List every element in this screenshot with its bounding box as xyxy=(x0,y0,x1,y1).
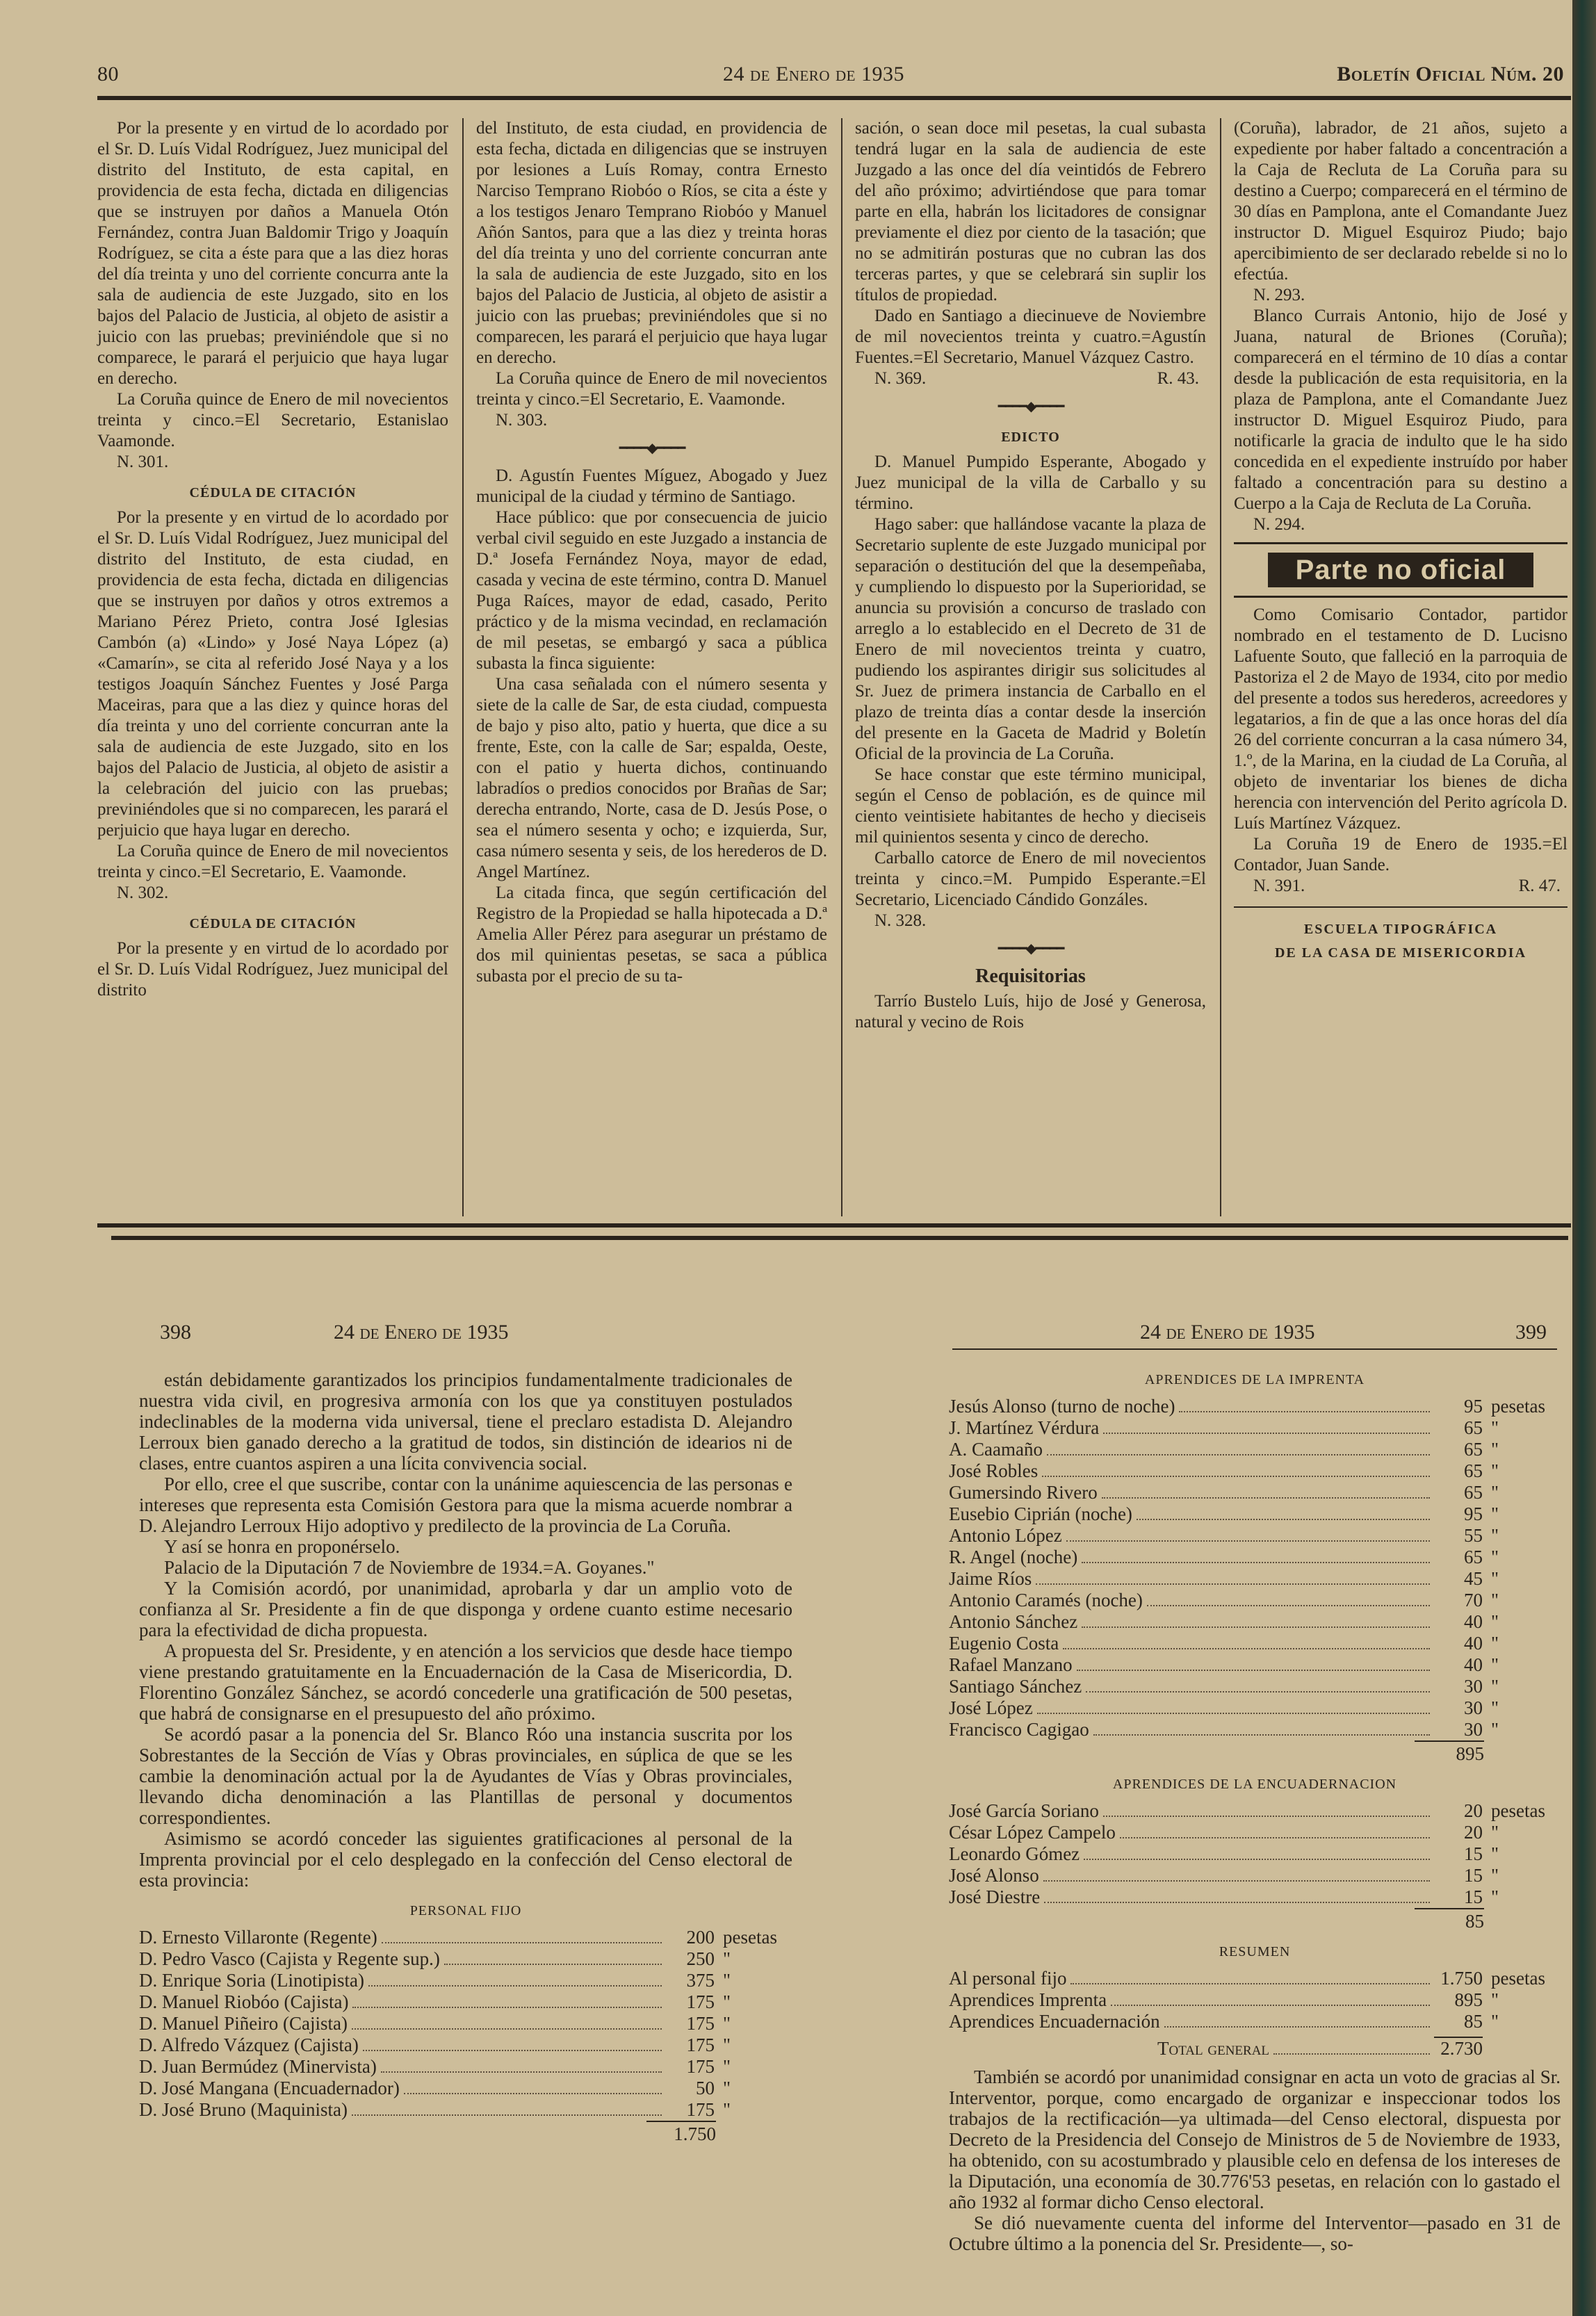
row-amount: 15 xyxy=(1464,1843,1483,1864)
grand-total-row xyxy=(949,2037,1561,2060)
column-divider xyxy=(841,118,842,1216)
row-amount: 95 xyxy=(1464,1503,1483,1524)
row-amount: 15 xyxy=(1464,1886,1483,1907)
row-name: Jaime Ríos xyxy=(949,1568,1032,1589)
list-row xyxy=(949,1989,1561,2011)
column-3 xyxy=(855,118,1206,1033)
paragraph: (Coruña), labrador, de 21 años, sujeto a expediente por haber faltado a concentración a la Caja de Recluta de La Coruña para su destino a Cuerpo; comparecerá en el término de 30 días en Pamplona, ante el Comandante Juez instructor D. Miguel Esquiroz Piudo; bajo apercibimiento de ser declarado rebelde si no lo efectúa. xyxy=(1234,119,1568,284)
ref-number: R. 43. xyxy=(1157,369,1199,388)
leader-dots xyxy=(1063,1648,1430,1649)
row-name: José Robles xyxy=(949,1460,1039,1481)
paragraph: Se dió nuevamente cuenta del informe del Interventor—pasado en 31 de Octubre último a la ponencia del Sr. Presidente—, so- xyxy=(949,2212,1561,2254)
leader-dots xyxy=(352,2114,662,2116)
row-name: J. Martínez Vérdura xyxy=(949,1417,1100,1438)
divider xyxy=(1234,906,1568,908)
list-heading: APRENDICES DE LA ENCUADERNACION xyxy=(1112,1777,1397,1792)
row-amount: 200 xyxy=(686,1927,715,1948)
personal-fijo-list xyxy=(139,1927,792,2121)
paragraph: están debidamente garantizados los principios fundamentalmente tradicionales de nuestra vida civil, en progresiva armonía con los que ya constituyen postulados indeclinables de la moderna vida universal, tiene el preclaro estadista D. Alejandro Lerroux bien ganado derecho a la gratitud de todos, sin distinción de idearios ni de clases, entre cuantos aspiren a una lícita convivencia social. xyxy=(139,1369,792,1474)
list-row xyxy=(949,1654,1561,1676)
paragraph: Asimismo se acordó conceder las siguientes gratificaciones al personal de la Imprenta provincial por el celo desplegado en la confección del Censo electoral de esta provincia: xyxy=(139,1828,792,1891)
leader-dots xyxy=(1082,1562,1430,1563)
leader-dots xyxy=(1164,2026,1430,2028)
leader-dots xyxy=(1084,1859,1430,1860)
header-date: 24 de Enero de 1935 xyxy=(334,1321,509,1344)
row-unit: " xyxy=(1491,1590,1499,1610)
row-name: Eusebio Ciprián (noche) xyxy=(949,1503,1132,1524)
row-unit: " xyxy=(1491,1676,1499,1697)
row-amount: 30 xyxy=(1464,1719,1483,1740)
row-name: Gumersindo Rivero xyxy=(949,1482,1098,1503)
paragraph: Y así se honra en proponérselo. xyxy=(164,1536,400,1557)
leader-dots xyxy=(1036,1583,1430,1585)
paragraph: La Coruña quince de Enero de mil novecientos treinta y cinco.=El Secretario, E. Vaamonde. xyxy=(476,369,827,409)
row-name: Santiago Sánchez xyxy=(949,1676,1082,1697)
list-row xyxy=(949,1525,1561,1547)
row-unit: " xyxy=(1491,1697,1499,1718)
list-row xyxy=(949,1865,1561,1886)
row-amount: 175 xyxy=(686,2034,715,2055)
row-amount: 65 xyxy=(1464,1460,1483,1481)
row-unit: " xyxy=(723,1991,731,2012)
row-amount: 20 xyxy=(1464,1800,1483,1821)
page-edge xyxy=(1572,0,1596,2316)
row-unit: " xyxy=(723,2056,731,2077)
leader-dots xyxy=(1102,1497,1430,1499)
row-unit: " xyxy=(1491,1460,1499,1481)
notice-number: N. 301. xyxy=(117,452,169,471)
section-heading: EDICTO xyxy=(1001,430,1060,445)
row-name: D. Pedro Vasco (Cajista y Regente sup.) xyxy=(139,1948,440,1969)
leader-dots xyxy=(1086,1691,1430,1693)
paragraph: La citada finca, que según certificación del Registro de la Propiedad se halla hipotecada a D.ª Amelia Aller Pérez para asegurar un préstamo de dos mil quinientas pesetas, se saca a pública subasta por el precio de su ta- xyxy=(476,883,827,986)
row-amount: 250 xyxy=(686,1948,715,1969)
row-name: José Alonso xyxy=(949,1865,1039,1886)
leader-dots xyxy=(352,2007,662,2008)
section-heading: CÉDULA DE CITACIÓN xyxy=(189,485,357,500)
row-amount: 175 xyxy=(686,2013,715,2034)
ornament-divider: ━━━━◆━━━━ xyxy=(997,941,1064,956)
right-column xyxy=(949,1369,1561,2254)
printer-imprint: ESCUELA TIPOGRÁFICA xyxy=(1303,922,1498,937)
ornament-divider: ━━━━◆━━━━ xyxy=(997,399,1064,414)
fold-rule xyxy=(111,1236,1568,1240)
leader-dots xyxy=(1137,1519,1430,1520)
column-divider xyxy=(1220,118,1221,1216)
list-row xyxy=(139,1970,792,1991)
row-amount: 175 xyxy=(686,1991,715,2012)
row-amount: 1.750 xyxy=(1440,1968,1483,1989)
paragraph: Carballo catorce de Enero de mil novecientos treinta y cinco.=M. Pumpido Esperante.=El Secretario, Licenciado Cándido Gonzáles. xyxy=(855,849,1206,909)
row-unit: pesetas xyxy=(723,1927,777,1948)
list-row xyxy=(949,1417,1561,1439)
paragraph: Dado en Santiago a diecinueve de Noviembre de mil novecientos treinta y cuatro.=Agustín Fuentes.=El Secretario, Manuel Vázquez Castro. xyxy=(855,307,1206,367)
footer-rule xyxy=(97,1223,1571,1228)
notice-number: N. 369. xyxy=(874,369,927,388)
page-number: 80 xyxy=(97,63,119,85)
list-row xyxy=(949,1439,1561,1460)
row-unit: " xyxy=(723,2099,731,2120)
list-row xyxy=(949,1968,1561,1989)
list-row xyxy=(949,1843,1561,1865)
list-row xyxy=(949,1719,1561,1740)
printer-imprint: DE LA CASA DE MISERICORDIA xyxy=(1274,945,1527,961)
row-amount: 65 xyxy=(1464,1417,1483,1438)
list-row xyxy=(139,2013,792,2034)
row-unit: " xyxy=(1491,1822,1499,1843)
row-unit: " xyxy=(723,1948,731,1969)
row-name: Al personal fijo xyxy=(949,1968,1067,1989)
leader-dots xyxy=(1147,1605,1430,1606)
paragraph: Por la presente y en virtud de lo acordado por el Sr. D. Luís Vidal Rodríguez, Juez municipal del distrito xyxy=(97,939,448,1000)
row-amount: 15 xyxy=(1464,1865,1483,1886)
row-unit: " xyxy=(1491,1611,1499,1632)
row-name: José Diestre xyxy=(949,1886,1041,1907)
leader-dots xyxy=(1037,1713,1430,1714)
list-row xyxy=(139,1948,792,1970)
row-amount: 895 xyxy=(1454,1989,1483,2010)
row-amount: 30 xyxy=(1464,1676,1483,1697)
row-name: Rafael Manzano xyxy=(949,1654,1073,1675)
row-amount: 50 xyxy=(696,2078,715,2098)
row-unit: pesetas xyxy=(1491,1396,1545,1417)
row-unit: " xyxy=(723,2078,731,2098)
list-row xyxy=(949,1547,1561,1568)
total-label: Total general xyxy=(1157,2038,1270,2059)
header-date: 24 de Enero de 1935 xyxy=(1140,1321,1315,1344)
row-unit: " xyxy=(1491,2011,1499,2032)
paragraph: Blanco Currais Antonio, hijo de José y Juana, natural de Briones (Coruña); comparecerá en el término de 10 días a contar desde la publicación de esta requisitoria, en la plaza de Pamplona, ante el Comandante Juez instructor D. Miguel Esquiroz Piudo, para notificarle la gracia de indulto que le ha sido concedida en el expediente instruído por haber faltado a concentración para su destino a Cuerpo a la Caja de Recluta de La Coruña. xyxy=(1234,307,1568,513)
paragraph: La Coruña 19 de Enero de 1935.=El Contador, Juan Sande. xyxy=(1234,835,1568,874)
left-column xyxy=(139,1369,792,2144)
paragraph: Hago saber: que hallándose vacante la plaza de Secretario suplente de este Juzgado municipal por separación o destitución del que la desempeñaba, y cumpliendo lo dispuesto por la Superioridad, se anuncia su provisión a concurso de traslado con arreglo a lo establecido en el Decreto de 31 de Enero de mil novecientos treinta y cuatro, pudiendo los aspirantes dirigir sus solicitudes al Sr. Juez de primera instancia de Carballo en el plazo de treinta días a contar desde la inserción del presente en la Gaceta de Madrid y Boletín Oficial de la provincia de La Coruña. xyxy=(855,515,1206,763)
list-row xyxy=(949,1697,1561,1719)
paragraph: del Instituto, de esta ciudad, en providencia de esta fecha, dictada en diligencias que se instruyen por lesiones a Luís Romay, contra Ernesto Narciso Temprano Riobóo o Ríos, se cita a éste y a los testigos Jenaro Temprano Riobóo y Manuel Añón Santos, para que a las diez y treinta horas del día treinta y uno del corriente concurran ante la sala de audiencia de este Juzgado, sito en los bajos del Palacio de Justicia, al objeto de asistir a juicio con las pruebas; previniéndoles que si no comparecen, les parará el perjuicio que haya lugar en derecho. xyxy=(476,119,827,367)
list-row xyxy=(949,1676,1561,1697)
column-2 xyxy=(476,118,827,987)
list-total: 1.750 xyxy=(646,2121,716,2144)
column-divider xyxy=(462,118,464,1216)
row-amount: 65 xyxy=(1464,1482,1483,1503)
row-unit: " xyxy=(1491,1633,1499,1654)
leader-dots xyxy=(1179,1411,1430,1412)
top-header xyxy=(97,63,1571,90)
row-name: Antonio Sánchez xyxy=(949,1611,1078,1632)
list-row xyxy=(139,2056,792,2078)
list-heading: PERSONAL FIJO xyxy=(409,1903,522,1918)
leader-dots xyxy=(1042,1476,1430,1477)
row-amount: 30 xyxy=(1464,1697,1483,1718)
list-row xyxy=(139,2099,792,2121)
row-name: A. Caamaño xyxy=(949,1439,1043,1460)
row-name: José García Soriano xyxy=(949,1800,1099,1821)
leader-dots xyxy=(404,2093,662,2094)
row-unit: " xyxy=(1491,1482,1499,1503)
resumen-list xyxy=(949,1968,1561,2032)
leader-dots xyxy=(1047,1454,1430,1455)
row-name: Antonio López xyxy=(949,1525,1062,1546)
list-row xyxy=(949,1568,1561,1590)
row-name: D. Manuel Piñeiro (Cajista) xyxy=(139,2013,348,2034)
row-name: R. Angel (noche) xyxy=(949,1547,1078,1567)
leader-dots xyxy=(381,2071,662,2073)
row-name: D. Alfredo Vázquez (Cajista) xyxy=(139,2034,359,2055)
leader-dots xyxy=(1120,1837,1430,1838)
leader-dots xyxy=(1077,1670,1430,1671)
row-name: César López Campelo xyxy=(949,1822,1116,1843)
leader-dots xyxy=(1070,1983,1430,1984)
row-name: D. Ernesto Villaronte (Regente) xyxy=(139,1927,377,1948)
row-amount: 55 xyxy=(1464,1525,1483,1546)
column-1 xyxy=(97,118,448,1001)
row-name: Francisco Cagigao xyxy=(949,1719,1089,1740)
notice-number: N. 302. xyxy=(117,883,169,902)
leader-dots xyxy=(1082,1626,1430,1628)
bottom-page xyxy=(104,1307,1571,2308)
paragraph: Hace público: que por consecuencia de juicio verbal civil seguido en este Juzgado a instancia de D.ª Josefa Fernández Noya, mayor de edad, casada y vecina de este término, contra D. Manuel Puga Raíces, mayor de edad, casado, Perito práctico y de la misma vecindad, en reclamación de mil pesetas, se embargó y saca a pública subasta la finca siguiente: xyxy=(476,508,827,673)
list-row xyxy=(949,1460,1561,1482)
list-row xyxy=(949,1611,1561,1633)
paragraph: Por la presente y en virtud de lo acordado por el Sr. D. Luís Vidal Rodríguez, Juez municipal del distrito del Instituto, de esta ciudad, en providencia de esta fecha, dictada en diligencias que se instruyen por daños y otros extremos a Mariano Pérez Prieto, contra José Iglesias Cambón (a) «Lindo» y José Naya López (a) «Camarín», se cita al referido José Naya y a los testigos Joaquín Sánchez Fuentes y José Parga Maceiras, para que a las diez y quince horas del día treinta y uno del corriente concurran ante la sala de audiencia de este Juzgado, sito en los bajos del Palacio de Justicia, al objeto de asistir a la celebración del juicio con las pruebas; previniéndoles que si no comparecen, les parará el perjuicio que haya lugar en derecho. xyxy=(97,508,448,840)
ornament-divider: ━━━━◆━━━━ xyxy=(619,441,685,456)
row-amount: 40 xyxy=(1464,1654,1483,1675)
leader-dots xyxy=(1066,1540,1430,1542)
top-page xyxy=(97,49,1571,1230)
row-name: Aprendices Imprenta xyxy=(949,1989,1107,2010)
paragraph: Y la Comisión acordó, por unanimidad, aprobarla y dar un amplio voto de confianza al Sr. Presidente a fin de que disponga y ordene cuanto estime necesario para la efectividad de dicha propuesta. xyxy=(139,1578,792,1640)
total-amount: 2.730 xyxy=(1434,2037,1483,2059)
paragraph: Se acordó pasar a la ponencia del Sr. Blanco Róo una instancia suscrita por los Sobrestantes de la Sección de Vías y Obras provinciales, en súplica de que se les cambie la denominación actual por la de Ayudantes de Vías y Obras provinciales, llevando dicha denominación a las Plantillas de personal y documentos correspondientes. xyxy=(139,1724,792,1828)
row-amount: 40 xyxy=(1464,1611,1483,1632)
leader-dots xyxy=(1103,1433,1430,1434)
ref-number: R. 47. xyxy=(1518,876,1561,895)
row-unit: " xyxy=(1491,1547,1499,1567)
notice-ref xyxy=(1234,876,1568,897)
row-unit: " xyxy=(723,2013,731,2034)
paragraph: Palacio de la Diputación 7 de Noviembre de 1934.=A. Goyanes." xyxy=(164,1557,655,1578)
paragraph: Por la presente y en virtud de lo acordado por el Sr. D. Luís Vidal Rodríguez, Juez municipal del distrito del Instituto, de esta capital, en providencia de esta fecha, dictada en diligencias que se instruyen por daños a Manuela Otón Fernández, contra Juan Baldomir Trigo y Joaquín Rodríguez, se cita a éste para que a las diez horas del día treinta y uno del corriente concurra ante la sala de audiencia de este Juzgado, sito en los bajos del Palacio de Justicia, al objeto de asistir a juicio con las pruebas; previniéndole que si no comparece, le parará el perjuicio que haya lugar en derecho. xyxy=(97,119,448,388)
leader-dots xyxy=(1273,2053,1430,2055)
row-unit: pesetas xyxy=(1491,1968,1545,1989)
column-4 xyxy=(1234,118,1568,963)
row-unit: " xyxy=(1491,1525,1499,1546)
leader-dots xyxy=(444,1964,662,1965)
page-number: 398 xyxy=(160,1321,191,1344)
notice-ref xyxy=(855,368,1206,389)
list-row xyxy=(949,1503,1561,1525)
list-row xyxy=(949,1822,1561,1843)
paragraph: D. Manuel Pumpido Esperante, Abogado y Juez municipal de la villa de Carballo y su término. xyxy=(855,452,1206,513)
parte-no-oficial-banner xyxy=(1234,542,1568,598)
row-unit: " xyxy=(1491,1503,1499,1524)
header-rule xyxy=(952,1348,1557,1350)
list-row xyxy=(139,1927,792,1948)
paragraph: sación, o sean doce mil pesetas, la cual subasta tendrá lugar en la sala de audiencia de este Juzgado a las once del día veintidós de Febrero del año próximo; advirtiéndose que para tomar parte en ella, habrán los licitadores de consignar previamente el diez por ciento de la tasación; que no se admitirán posturas que no cubran las dos terceras partes, y que se celebrará sin suplir los títulos de propiedad. xyxy=(855,119,1206,304)
row-name: Leonardo Gómez xyxy=(949,1843,1080,1864)
paragraph: Tarrío Bustelo Luís, hijo de José y Generosa, natural y vecino de Rois xyxy=(855,992,1206,1031)
row-unit: " xyxy=(1491,1568,1499,1589)
header-date: 24 de Enero de 1935 xyxy=(723,63,904,85)
notice-number: N. 294. xyxy=(1253,515,1305,534)
row-name: Aprendices Encuadernación xyxy=(949,2011,1160,2032)
row-amount: 175 xyxy=(686,2099,715,2120)
paragraph: La Coruña quince de Enero de mil novecientos treinta y cinco.=El Secretario, E. Vaamonde. xyxy=(97,842,448,881)
row-amount: 65 xyxy=(1464,1547,1483,1567)
leader-dots xyxy=(352,2028,662,2030)
paragraph: La Coruña quince de Enero de mil novecientos treinta y cinco.=El Secretario, Estanislao Vaamonde. xyxy=(97,390,448,450)
list-row xyxy=(949,1800,1561,1822)
row-name: D. Enrique Soria (Linotipista) xyxy=(139,1970,364,1991)
paragraph: Se hace constar que este término municipal, según el Censo de población, es de quince mil ciento veintisiete habitantes de hecho y dieciseis mil quinientos sesenta y cinco de derecho. xyxy=(855,765,1206,847)
list-row xyxy=(139,2034,792,2056)
row-amount: 65 xyxy=(1464,1439,1483,1460)
leader-dots xyxy=(363,2050,662,2051)
notice-number: N. 293. xyxy=(1253,286,1305,304)
row-amount: 45 xyxy=(1464,1568,1483,1589)
notice-number: N. 328. xyxy=(874,911,927,930)
row-name: José López xyxy=(949,1697,1033,1718)
row-unit: " xyxy=(723,1970,731,1991)
list-total: 895 xyxy=(1415,1740,1484,1764)
banner-title: Parte no oficial xyxy=(1268,553,1534,587)
leader-dots xyxy=(1044,1902,1430,1903)
row-name: D. Juan Bermúdez (Minervista) xyxy=(139,2056,377,2077)
section-heading: CÉDULA DE CITACIÓN xyxy=(189,916,357,931)
notice-number: N. 303. xyxy=(496,411,548,430)
row-unit: " xyxy=(723,2034,731,2055)
leader-dots xyxy=(1043,1880,1430,1882)
row-amount: 95 xyxy=(1464,1396,1483,1417)
section-heading: Requisitorias xyxy=(975,965,1086,987)
paragraph: Como Comisario Contador, partidor nombrado en el testamento de D. Lucisno Lafuente Souto, que falleció en la parroquia de Pastoriza el 2 de Mayo de 1934, cito por medio del presente a todos sus herederos, acreedores y legatarios, a fin de que a las once horas del día 26 del corriente concurran a la casa número 34, 1.º, de la Marina, en la ciudad de La Coruña, al objeto de inventariar los bienes de dicha herencia con intervención del Perito agrícola D. Luís Martínez Vázquez. xyxy=(1234,605,1568,833)
list-row xyxy=(949,1633,1561,1654)
list-heading: RESUMEN xyxy=(1219,1944,1291,1959)
row-name: Eugenio Costa xyxy=(949,1633,1059,1654)
row-amount: 375 xyxy=(686,1970,715,1991)
row-unit: " xyxy=(1491,1886,1499,1907)
paragraph: A propuesta del Sr. Presidente, y en atención a los servicios que desde hace tiempo viene prestando gratuitamente en la Encuadernación de la Casa de Misericordia, D. Florentino González Sánchez, se acordó concederle una gratificación de 500 pesetas, que habrá de consignarse en el presupuesto del año próximo. xyxy=(139,1640,792,1724)
row-unit: " xyxy=(1491,1843,1499,1864)
leader-dots xyxy=(1103,1816,1430,1817)
list-heading: APRENDICES DE LA IMPRENTA xyxy=(1144,1372,1365,1387)
row-name: D. José Mangana (Encuadernador) xyxy=(139,2078,400,2098)
list-total: 85 xyxy=(1415,1908,1484,1932)
list-row xyxy=(949,1590,1561,1611)
leader-dots xyxy=(1093,1734,1430,1736)
row-name: Antonio Caramés (noche) xyxy=(949,1590,1143,1610)
page-number: 399 xyxy=(1515,1321,1547,1344)
list-row xyxy=(949,1396,1561,1417)
paragraph: También se acordó por unanimidad consignar en acta un voto de gracias al Sr. Interventor, porque, como encargado de organizar e inspeccionar todos los trabajos de la rectificación—ya ultimada—del Censo electoral, dispuesta por Decreto de la Presidencia del Consejo de Ministros de 5 de Noviembre de 1933, ha obtenido, con su acostumbrado y plausible celo en defensa de los intereses de la Diputación, una economía de 30.776'53 pesetas, en relación con lo gastado el año 1932 al formar dicho Censo electoral. xyxy=(949,2066,1561,2212)
row-name: D. Manuel Riobóo (Cajista) xyxy=(139,1991,349,2012)
row-name: D. José Bruno (Maquinista) xyxy=(139,2099,348,2120)
list-row xyxy=(949,2011,1561,2032)
paragraph: D. Agustín Fuentes Míguez, Abogado y Juez municipal de la ciudad y término de Santiago. xyxy=(476,466,827,506)
notice-number: N. 391. xyxy=(1253,876,1305,895)
row-amount: 175 xyxy=(686,2056,715,2077)
row-unit: " xyxy=(1491,1865,1499,1886)
row-amount: 40 xyxy=(1464,1633,1483,1654)
encuadernacion-list xyxy=(949,1800,1561,1908)
row-unit: " xyxy=(1491,1654,1499,1675)
paragraph: Una casa señalada con el número sesenta y siete de la calle de Sar, de esta ciudad, compuesta de bajo y piso alto, patio y huerta, que dice a su frente, Este, con la calle de Sar; espalda, Oeste, con el patio y huerta dichos, continuando labradíos o predios conocidos por Brañas de Sar; derecha entrando, Norte, casa de D. Jesús Pose, o sea el número sesenta y ocho; e izquierda, Sur, casa número sesenta y seis, de los herederos de D. Angel Martínez. xyxy=(476,675,827,881)
leader-dots xyxy=(1111,2005,1430,2006)
row-unit: " xyxy=(1491,1719,1499,1740)
row-unit: " xyxy=(1491,1989,1499,2010)
row-unit: " xyxy=(1491,1439,1499,1460)
list-row xyxy=(139,1991,792,2013)
row-amount: 20 xyxy=(1464,1822,1483,1843)
row-unit: pesetas xyxy=(1491,1800,1545,1821)
paragraph: Por ello, cree el que suscribe, contar con la unánime aquiescencia de las personas e intereses que representa esta Comisión Gestora para que la misma acuerde nombrar a D. Alejandro Lerroux Hijo adoptivo y predilecto de la provincia de La Coruña. xyxy=(139,1474,792,1536)
imprenta-list xyxy=(949,1396,1561,1740)
row-amount: 70 xyxy=(1464,1590,1483,1610)
list-row xyxy=(949,1886,1561,1908)
row-name: Jesús Alonso (turno de noche) xyxy=(949,1396,1175,1417)
bulletin-title: Boletín Oficial Núm. 20 xyxy=(1337,63,1564,85)
leader-dots xyxy=(368,1985,662,1987)
row-unit: " xyxy=(1491,1417,1499,1438)
header-rule xyxy=(97,96,1571,100)
list-row xyxy=(949,1482,1561,1503)
list-row xyxy=(139,2078,792,2099)
leader-dots xyxy=(382,1942,662,1943)
row-amount: 85 xyxy=(1464,2011,1483,2032)
